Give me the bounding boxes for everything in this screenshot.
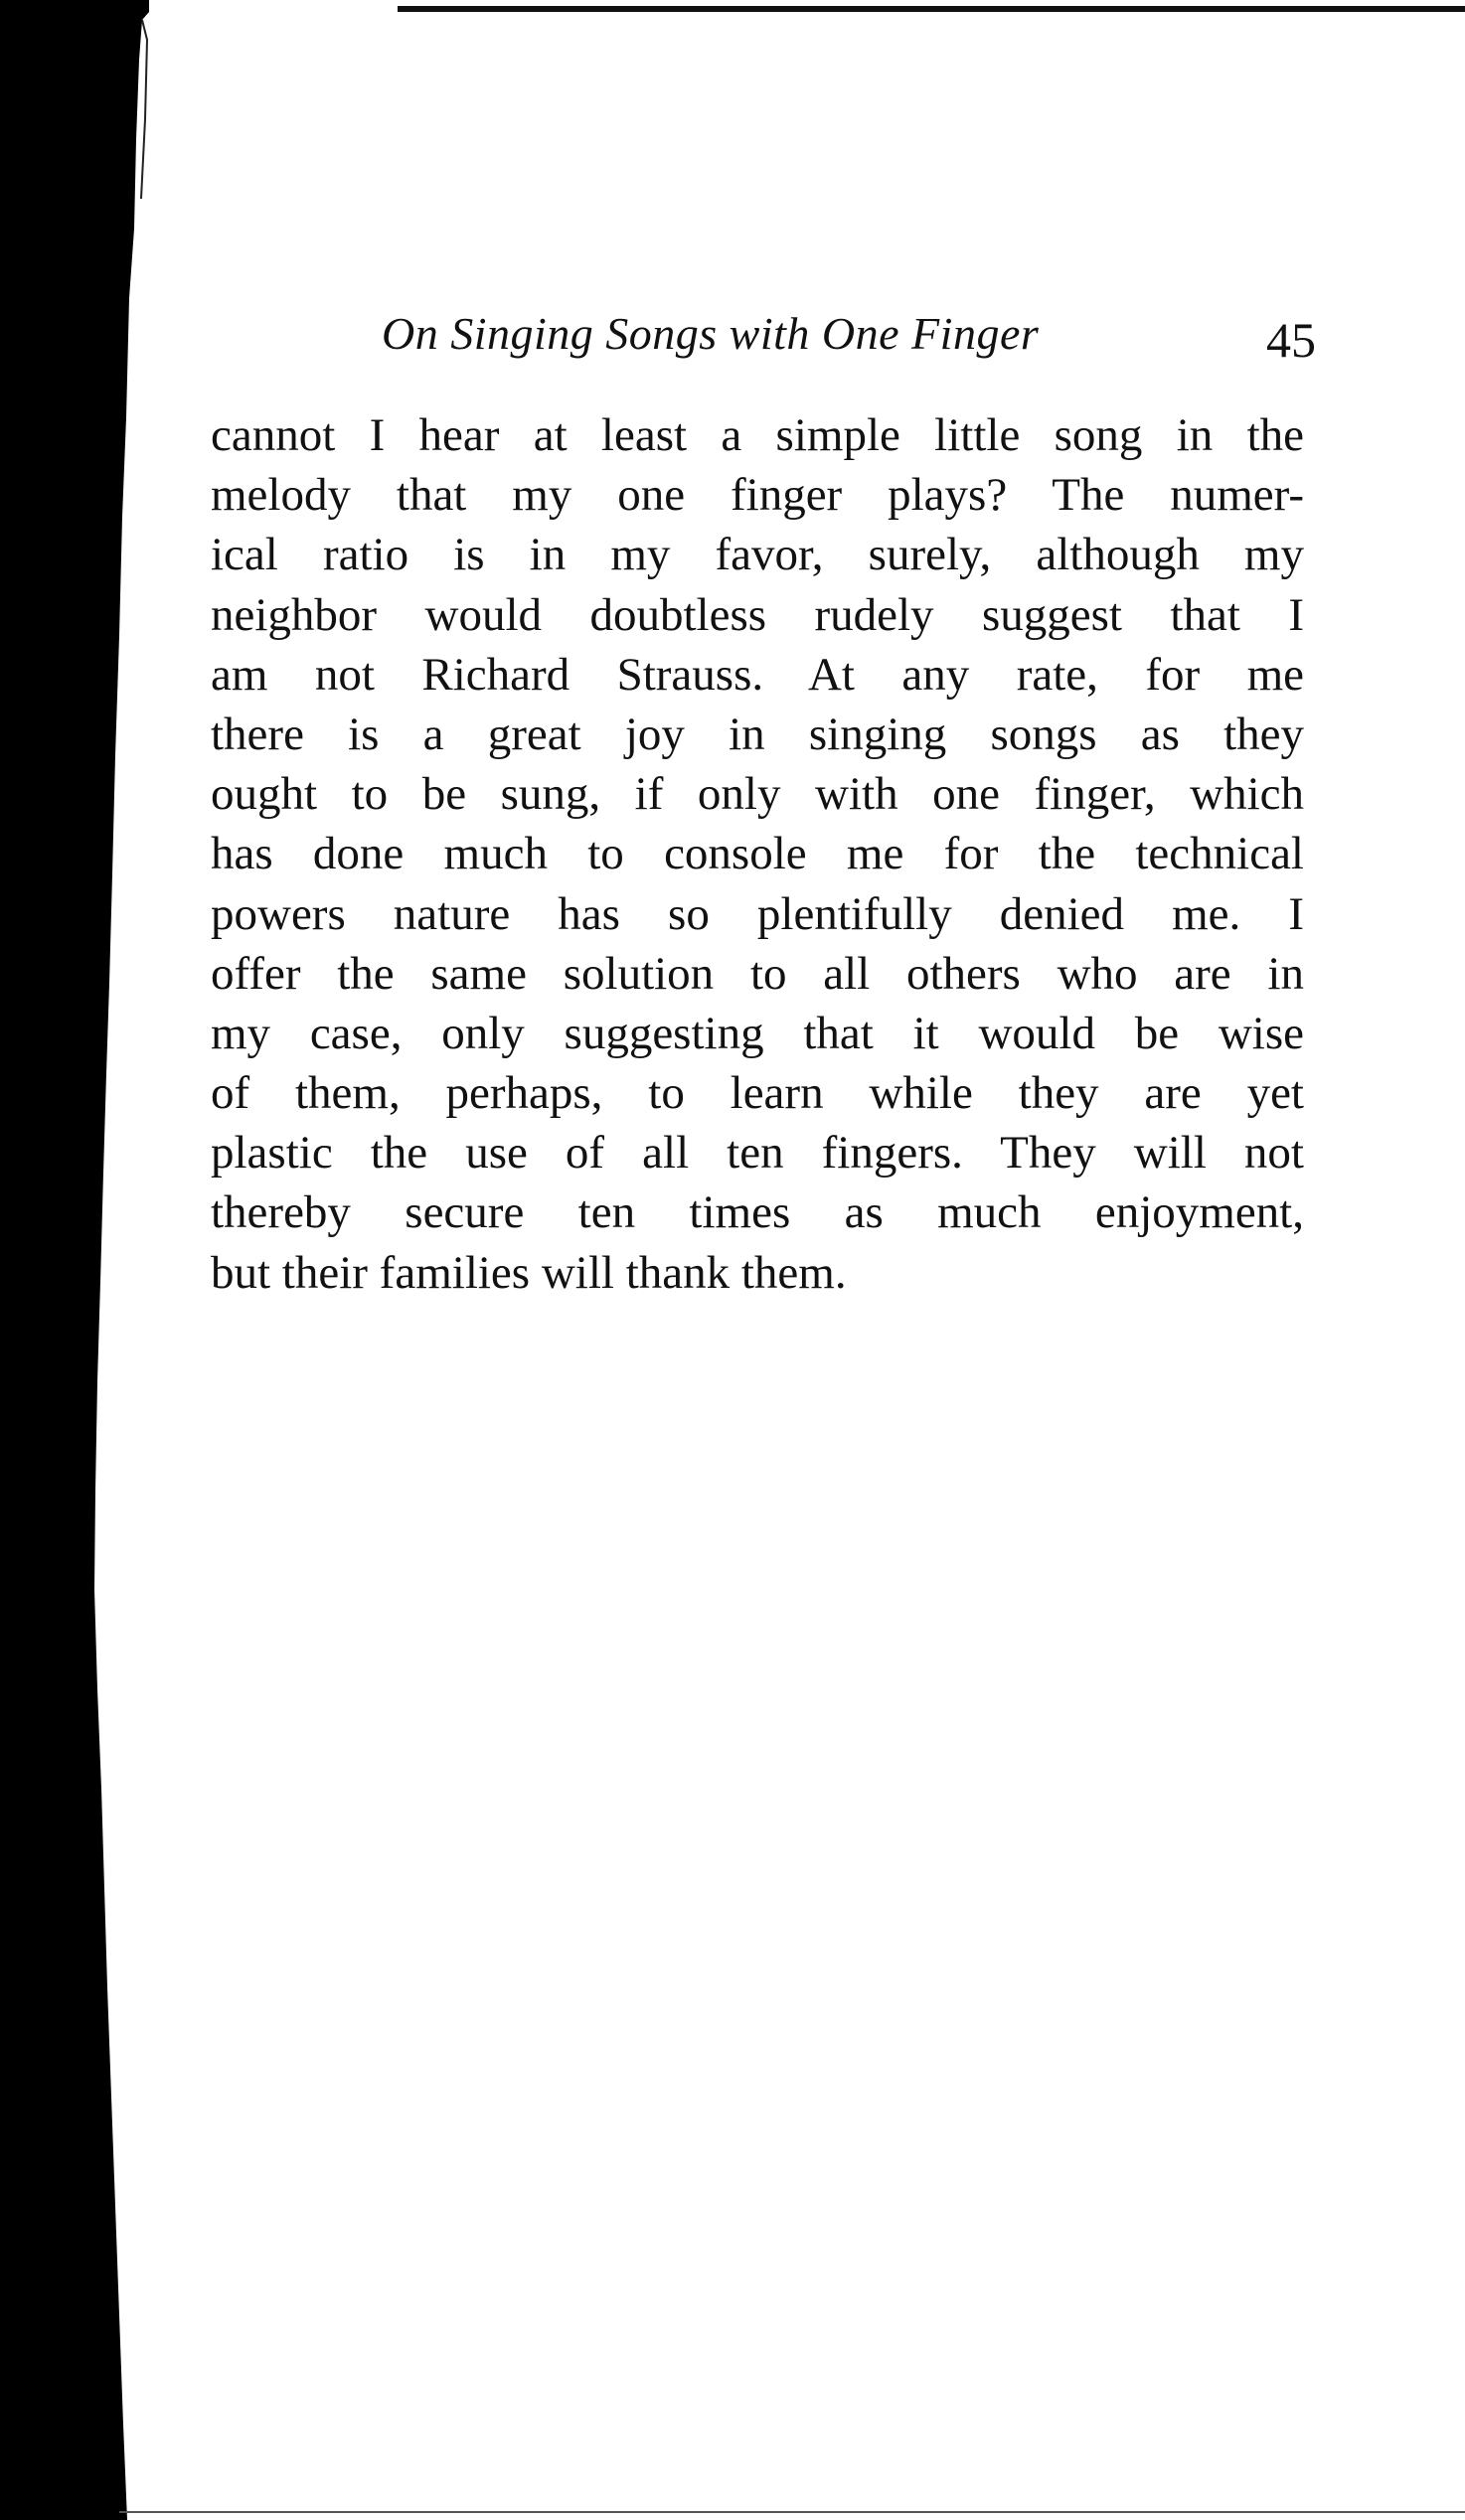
text-line: of them, perhaps, to learn while they are yet (211, 1067, 1304, 1120)
text-line: thereby secure ten times as much enjoyment, (211, 1186, 1304, 1239)
scan-binding-edge (0, 0, 149, 2520)
text-line: powers nature has so plentifully denied me. I (211, 887, 1304, 940)
text-line: offer the same solution to all others who are in (211, 947, 1304, 1000)
text-line: neighbor would doubtless rudely suggest that I (211, 588, 1304, 641)
text-line: has done much to console me for the technical (211, 828, 1304, 880)
text-line: ought to be sung, if only with one finger, which (211, 768, 1304, 821)
text-line: there is a great joy in singing songs as they (211, 708, 1304, 760)
running-title: On Singing Songs with One Finger (382, 308, 1040, 359)
text-line: cannot I hear at least a simple little song in the (211, 409, 1304, 461)
text-line: am not Richard Strauss. At any rate, for me (211, 648, 1304, 701)
text-line: plastic the use of all ten fingers. They will not (211, 1127, 1304, 1180)
body-paragraph (211, 405, 1304, 1303)
text-line: my case, only suggesting that it would be wise (211, 1007, 1304, 1059)
scan-bottom-rule (119, 2511, 1465, 2513)
scan-top-rule (398, 6, 1465, 12)
text-line-last: but their families will thank them. (211, 1246, 847, 1299)
text-line: ical ratio is in my favor, surely, although my (211, 529, 1304, 581)
text-line: melody that my one finger plays? The numer- (211, 469, 1304, 522)
page-number: 45 (1266, 312, 1316, 368)
running-head (382, 294, 1316, 374)
